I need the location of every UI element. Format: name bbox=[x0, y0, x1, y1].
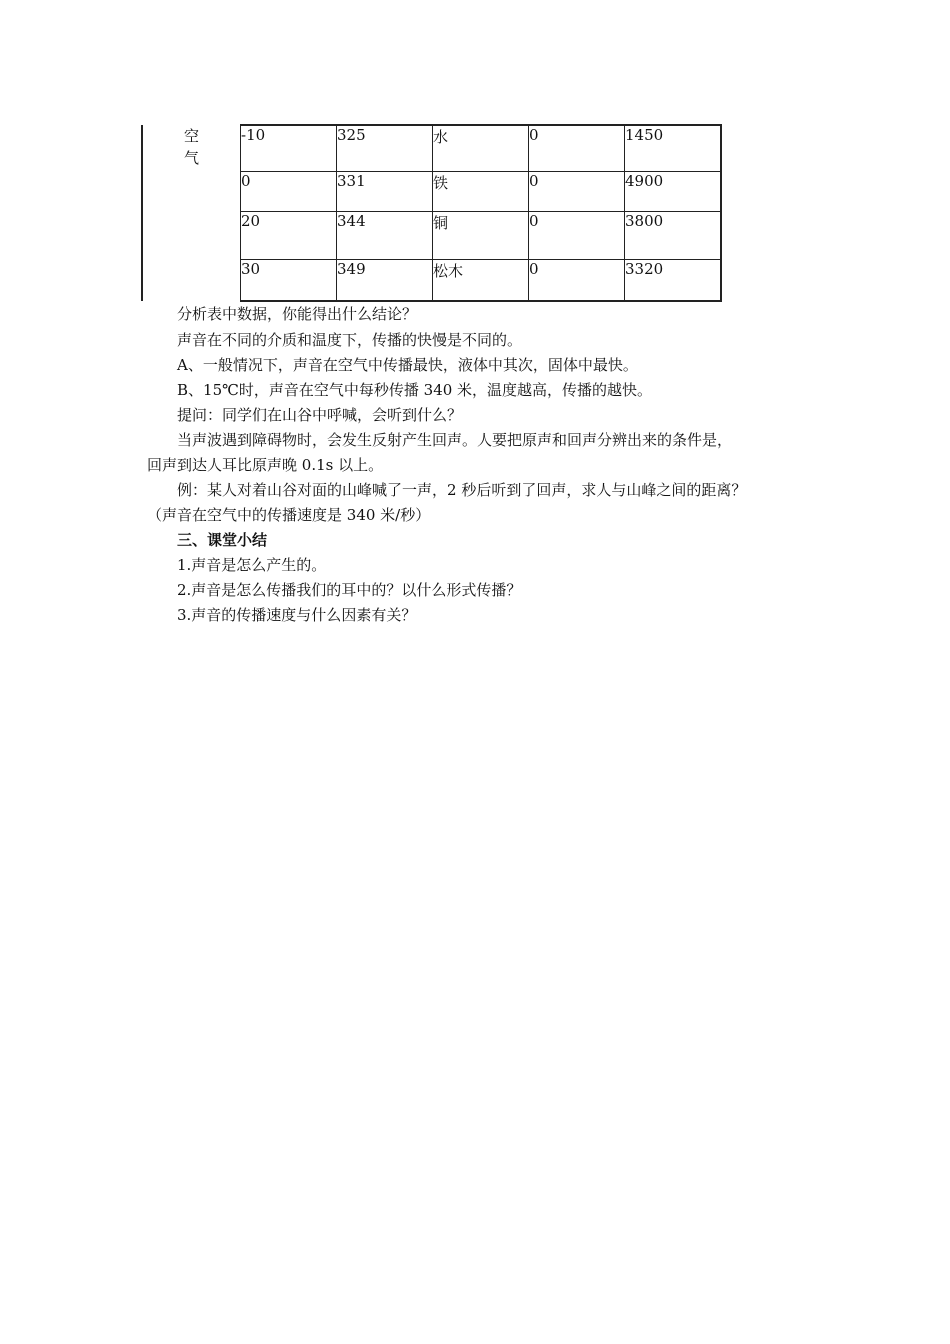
table-cell: 水 bbox=[433, 125, 529, 171]
table-cell: 0 bbox=[529, 125, 625, 171]
table-row bbox=[142, 125, 721, 171]
summary-item-3: 3.声音的传播速度与什么因素有关？ bbox=[177, 606, 417, 624]
medium-air-char: 气 bbox=[183, 149, 199, 167]
echo-paragraph-line2: 回声到达人耳比原声晚 0.1s 以上。 bbox=[147, 456, 384, 474]
table-cell: 铜 bbox=[433, 211, 529, 259]
table-cell: 0 bbox=[529, 211, 625, 259]
conclusion-text: 声音在不同的介质和温度下，传播的快慢是不同的。 bbox=[177, 331, 523, 349]
table-cell: 349 bbox=[337, 259, 433, 301]
table-cell: 20 bbox=[241, 211, 337, 259]
point-b: B、15℃时，声音在空气中每秒传播 340 米，温度越高，传播的越快。 bbox=[177, 381, 653, 399]
example-line1: 例：某人对着山谷对面的山峰喊了一声，2 秒后听到了回声，求人与山峰之间的距离？ bbox=[177, 481, 747, 499]
summary-item-1: 1.声音是怎么产生的。 bbox=[177, 556, 327, 574]
table-cell: 30 bbox=[241, 259, 337, 301]
table-cell: 1450 bbox=[625, 125, 721, 171]
table-cell: 0 bbox=[241, 171, 337, 211]
section-title: 三、课堂小结 bbox=[177, 531, 268, 549]
table-cell: 3320 bbox=[625, 259, 721, 301]
table-cell: 325 bbox=[337, 125, 433, 171]
table-cell: 0 bbox=[529, 259, 625, 301]
medium-air-char: 空 bbox=[183, 127, 199, 145]
table-cell: 344 bbox=[337, 211, 433, 259]
medium-air-cell bbox=[142, 125, 241, 301]
table-cell: 4900 bbox=[625, 171, 721, 211]
table-cell: 0 bbox=[529, 171, 625, 211]
sound-speed-table bbox=[141, 124, 722, 302]
table-cell: 松木 bbox=[433, 259, 529, 301]
table-cell: 铁 bbox=[433, 171, 529, 211]
echo-paragraph-line1: 当声波遇到障碍物时，会发生反射产生回声。人要把原声和回声分辨出来的条件是， bbox=[177, 431, 733, 449]
table-cell: 331 bbox=[337, 171, 433, 211]
summary-item-2: 2.声音是怎么传播我们的耳中的？以什么形式传播？ bbox=[177, 581, 522, 599]
question-analyze: 分析表中数据，你能得出什么结论？ bbox=[177, 305, 418, 323]
question-valley: 提问：同学们在山谷中呼喊，会听到什么？ bbox=[177, 406, 463, 424]
example-line2: （声音在空气中的传播速度是 340 米/秒） bbox=[147, 506, 431, 524]
table-cell: -10 bbox=[241, 125, 337, 171]
table-cell: 3800 bbox=[625, 211, 721, 259]
point-a: A、一般情况下，声音在空气中传播最快，液体中其次，固体中最快。 bbox=[177, 356, 638, 374]
